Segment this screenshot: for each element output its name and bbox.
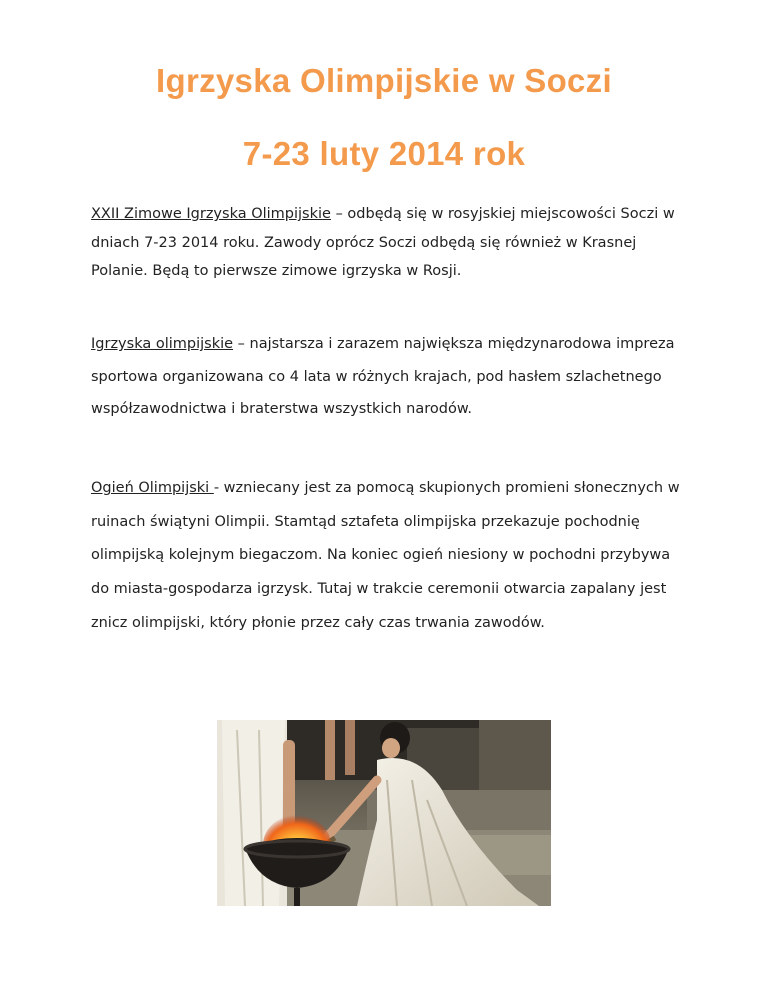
term-olympic-flame: Ogień Olimpijski <box>91 480 214 496</box>
term-olympic-games: Igrzyska olimpijskie <box>91 336 234 352</box>
page-subtitle-dates: 7-23 luty 2014 rok <box>242 135 526 172</box>
paragraph-xxii-games <box>91 200 691 286</box>
page-title: Igrzyska Olimpijskie w Soczi <box>156 62 612 99</box>
olympic-flame-lighting-photo <box>217 720 551 906</box>
paragraph-text: - wzniecany jest za pomocą skupionych promieni słonecznych w ruinach świątyni Olimpii. Stamtąd sztafeta olimpijska przekazuje pochodnię olimpijską kolejnym biegaczom. Na koniec ogień niesiony w pochodni przybywa do miasta-gospodarza igrzysk. Tutaj w trakcie ceremonii otwarcia zapalany jest znicz olimpijski, który płonie przez cały czas trwania zawodów. <box>91 480 680 631</box>
term-xxii-games: XXII Zimowe Igrzyska Olimpijskie <box>91 206 331 222</box>
paragraph-olympic-flame <box>91 472 691 641</box>
paragraph-text: – odbędą się w rosyjskiej miejscowości Soczi w dniach 7-23 2014 roku. Zawody oprócz Soczi odbędą się również w Krasnej Polanie. Będą to pierwsze zimowe igrzyska w Rosji. <box>91 206 675 280</box>
paragraph-text: – najstarsza i zarazem największa międzynarodowa impreza sportowa organizowana co 4 lata w różnych krajach, pod hasłem szlachetnego współzawodnictwa i braterstwa wszystkich narodów. <box>91 336 675 417</box>
paragraph-olympic-games <box>91 328 691 426</box>
